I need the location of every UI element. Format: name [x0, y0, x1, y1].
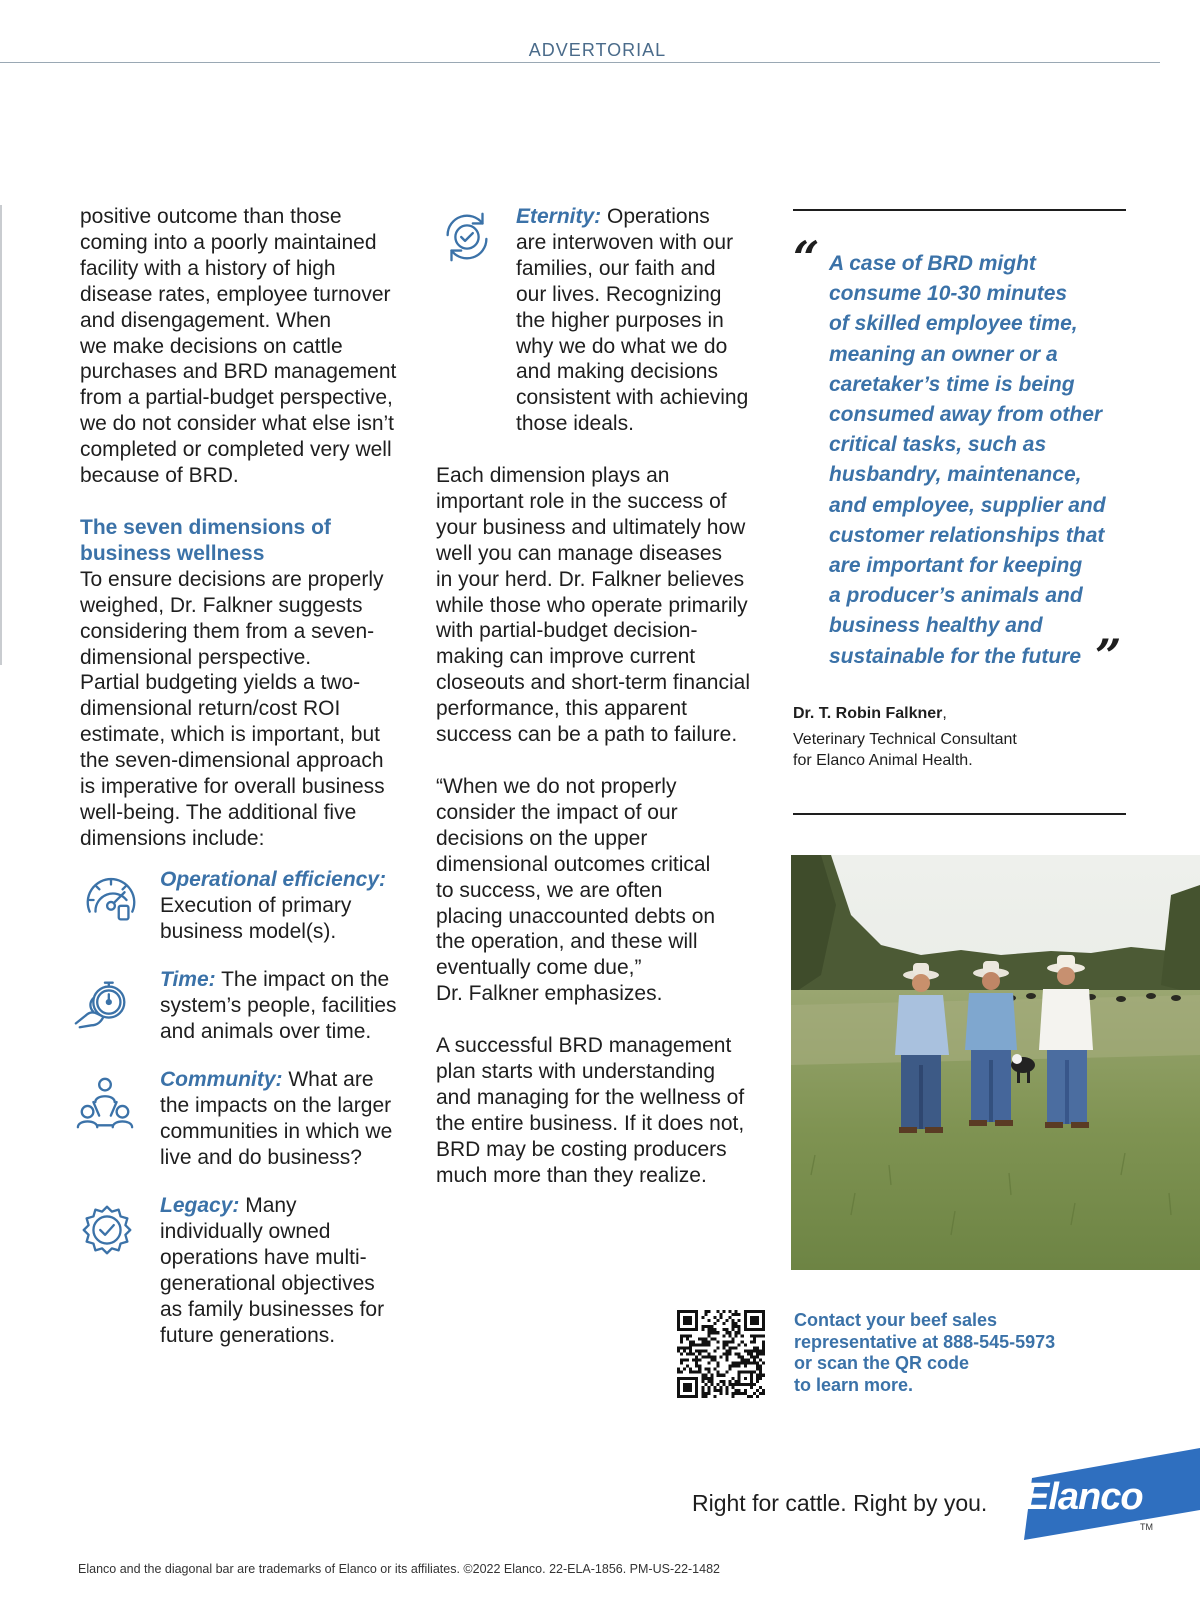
stopwatch-hand-icon: [72, 973, 138, 1039]
text-line: in your herd. Dr. Falkner believes: [436, 567, 745, 591]
ranchers-pasture-photo: [791, 855, 1200, 1270]
text-line: closeouts and short-term financial: [436, 671, 750, 695]
text-line: live and do business?: [160, 1145, 362, 1169]
paragraph-falkner-quote: [436, 774, 781, 1007]
text-line: making can improve current: [436, 645, 696, 669]
text-line: A successful BRD management: [436, 1034, 732, 1058]
quote-line: of skilled employee time,: [829, 312, 1078, 336]
column-left: [80, 204, 420, 852]
text-line: well-being. The additional five: [80, 800, 357, 824]
text-line: we make decisions on cattle: [80, 334, 343, 358]
contact-callout: [794, 1310, 1114, 1396]
section-heading: [80, 515, 420, 567]
quote-line: critical tasks, such as: [829, 433, 1047, 457]
text-line: consider the impact of our: [436, 800, 678, 824]
text-line: “When we do not properly: [436, 774, 677, 798]
author-name: Dr. T. Robin Falkner: [793, 705, 943, 722]
cycle-check-icon: [436, 206, 502, 272]
open-quote-mark: “: [793, 231, 820, 285]
text-line: the impacts on the larger: [160, 1093, 392, 1117]
close-quote-mark: ”: [1095, 629, 1122, 683]
qr-code[interactable]: [677, 1310, 765, 1398]
quote-bottom-rule: [793, 813, 1126, 815]
quote-line: customer relationships that: [829, 523, 1105, 547]
text-line: placing unaccounted debts on: [436, 904, 716, 928]
text-line: the operation, and these will: [436, 930, 698, 954]
text-line: why we do what we do: [516, 334, 728, 358]
text-line: positive outcome than those: [80, 205, 342, 228]
trademark-symbol: TM: [1140, 1522, 1153, 1532]
text-line: plan starts with understanding: [436, 1060, 715, 1084]
dimension-eternity: [436, 204, 776, 444]
text-line: operations have multi-: [160, 1245, 367, 1269]
text-line: we do not consider what else isn’t: [80, 412, 395, 436]
text-line: and disengagement. When: [80, 308, 332, 332]
intro-paragraph: [80, 204, 420, 489]
text-line: dimensional return/cost ROI: [80, 697, 341, 721]
text-line: dimensional outcomes critical: [436, 852, 711, 876]
text-line: To ensure decisions are properly: [80, 567, 384, 591]
dimension-title: Community:: [160, 1068, 283, 1091]
text-line: those ideals.: [516, 412, 634, 436]
quote-line: meaning an owner or a: [829, 342, 1058, 366]
text-line: the entire business. If it does not,: [436, 1111, 745, 1135]
text-line: weighed, Dr. Falkner suggests: [80, 593, 363, 617]
text-line: facility with a history of high: [80, 256, 336, 280]
quote-line: A case of BRD might: [829, 252, 1036, 275]
text-line: eventually come due,”: [436, 956, 642, 980]
quote-line: consume 10-30 minutes: [829, 282, 1068, 306]
badge-check-icon: [76, 1199, 142, 1265]
contact-line: representative at 888-545-5973: [794, 1331, 1056, 1352]
contact-line: or scan the QR code: [794, 1353, 970, 1373]
gauge-icon: [80, 869, 146, 935]
text-line: your business and ultimately how: [436, 515, 746, 539]
quote-line: business healthy and: [829, 614, 1043, 638]
text-line: performance, this apparent: [436, 697, 687, 721]
paragraph-dimensions-role: [436, 463, 781, 748]
text-line: families, our faith and: [516, 256, 716, 280]
text-line: to success, we are often: [436, 878, 663, 902]
author-role-line: Veterinary Technical Consultant: [793, 730, 1017, 748]
text-line: completed or completed very well: [80, 438, 392, 462]
dimension-title-line: Legacy: Many: [160, 1194, 297, 1217]
text-line: estimate, which is important, but: [80, 723, 380, 747]
dimension-title: Operational efficiency:: [160, 868, 387, 891]
quote-line: husbandry, maintenance,: [829, 463, 1082, 487]
text-line: generational objectives: [160, 1271, 375, 1295]
text-line: well you can manage diseases: [436, 541, 723, 565]
quote-line: and employee, supplier and: [829, 493, 1106, 517]
dimension-time: [80, 967, 420, 1047]
dimension-title-line: [160, 867, 420, 893]
quote-line: are important for keeping: [829, 554, 1083, 578]
logo-wordmark: Elanco: [1024, 1476, 1143, 1518]
elanco-logo: [1010, 1448, 1200, 1544]
dimension-title: Legacy:: [160, 1194, 240, 1217]
text-line: from a partial-budget perspective,: [80, 386, 393, 410]
dimension-operational-efficiency: [80, 867, 420, 947]
legal-footer: Elanco and the diagonal bar are trademarks of Elanco or its affiliates. ©2022 Elanco. 22-ELA-1856. PM-US-22-1482: [78, 1562, 720, 1576]
paragraph-conclusion: [436, 1033, 781, 1188]
quote-line: caretaker’s time is being: [829, 372, 1075, 396]
text-line: dimensions include:: [80, 826, 265, 850]
quote-line: consumed away from other: [829, 403, 1103, 427]
text-line: are interwoven with our: [516, 230, 734, 254]
page-edge-divider: [0, 205, 2, 665]
text-line: and making decisions: [516, 360, 718, 384]
text-line: and animals over time.: [160, 1019, 372, 1043]
quote-attribution: [793, 703, 1126, 772]
text-line: the seven-dimensional approach: [80, 749, 384, 773]
heading-line: The seven dimensions of: [80, 515, 331, 539]
text-line: the higher purposes in: [516, 308, 724, 332]
text-line: Partial budgeting yields a two-: [80, 671, 361, 695]
heading-line: business wellness: [80, 541, 265, 565]
dimension-title-line: Time: The impact on the: [160, 968, 390, 991]
brand-tagline: Right for cattle. Right by you.: [692, 1490, 988, 1516]
text-line: our lives. Recognizing: [516, 282, 722, 306]
dimensions-intro-paragraph: [80, 567, 420, 852]
quote-top-rule: [793, 209, 1126, 211]
quote-line: sustainable for the future: [829, 644, 1082, 668]
text-line: is imperative for overall business: [80, 775, 385, 799]
dimension-title-line: Community: What are: [160, 1068, 374, 1091]
text-line: because of BRD.: [80, 464, 239, 488]
text-line: decisions on the upper: [436, 826, 648, 850]
text-line: system’s people, facilities: [160, 993, 397, 1017]
text-line: Dr. Falkner emphasizes.: [436, 982, 663, 1006]
community-people-icon: [74, 1073, 140, 1139]
text-line: consistent with achieving: [516, 386, 749, 410]
text-line: purchases and BRD management: [80, 360, 397, 384]
text-line: Each dimension plays an: [436, 464, 670, 487]
text-line: as family businesses for: [160, 1297, 385, 1321]
text-line: Execution of primary: [160, 893, 352, 917]
text-line: while those who operate primarily: [436, 593, 748, 617]
advertorial-label: ADVERTORIAL: [528, 40, 667, 60]
text-line: success can be a path to failure.: [436, 723, 738, 747]
column-middle-body: [436, 463, 781, 1189]
author-role-line: for Elanco Animal Health.: [793, 752, 973, 769]
text-line: and managing for the wellness of: [436, 1085, 745, 1109]
text-line: future generations.: [160, 1323, 336, 1347]
dimension-legacy: [80, 1193, 420, 1353]
contact-line: to learn more.: [794, 1374, 914, 1395]
pull-quote: [829, 249, 1129, 672]
dimension-title-line: Eternity: Operations: [516, 205, 710, 228]
contact-line: Contact your beef sales: [794, 1310, 998, 1330]
text-line: important role in the success of: [436, 489, 727, 513]
text-line: disease rates, employee turnover: [80, 282, 391, 306]
text-line: BRD may be costing producers: [436, 1137, 727, 1161]
dimension-title: Time:: [160, 968, 216, 991]
text-line: with partial-budget decision-: [436, 619, 698, 643]
quote-line: a producer’s animals and: [829, 584, 1083, 608]
text-line: coming into a poorly maintained: [80, 230, 377, 254]
text-line: communities in which we: [160, 1119, 393, 1143]
text-line: much more than they realize.: [436, 1163, 707, 1187]
dimension-community: [80, 1067, 420, 1177]
header-divider: [0, 62, 1160, 63]
text-line: business model(s).: [160, 919, 337, 943]
text-line: considering them from a seven-: [80, 619, 375, 643]
dimension-title: Eternity:: [516, 205, 602, 228]
text-line: dimensional perspective.: [80, 645, 312, 669]
text-line: individually owned: [160, 1219, 331, 1243]
author-line: Dr. T. Robin Falkner,: [793, 705, 947, 722]
